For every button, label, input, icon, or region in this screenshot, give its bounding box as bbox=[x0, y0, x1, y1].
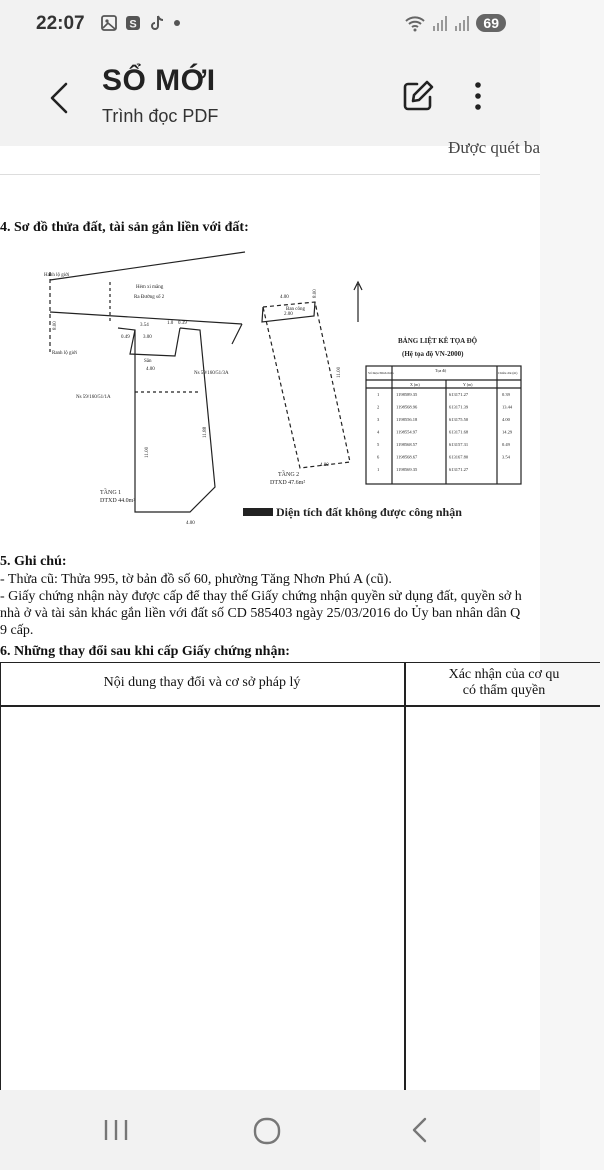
pdf-page[interactable] bbox=[0, 138, 560, 1090]
table-header-line: Xác nhận của cơ qu bbox=[448, 667, 560, 682]
recent-apps-icon[interactable] bbox=[100, 1114, 132, 1146]
wifi-icon bbox=[404, 14, 426, 32]
label-ns-left: Ns 59/160/51/1A bbox=[76, 395, 111, 400]
label-tang2: TẦNG 2 bbox=[278, 472, 300, 478]
label-san: Sân bbox=[144, 359, 152, 364]
coord-table-cell: 1198568.57 bbox=[396, 442, 418, 447]
dim-label: 8.00 bbox=[53, 321, 58, 330]
back-icon[interactable] bbox=[404, 1114, 436, 1146]
table-border bbox=[404, 663, 406, 1103]
coord-table-rows bbox=[377, 392, 513, 472]
table-header-changes: Nội dung thay đổi và cơ sở pháp lý bbox=[103, 675, 301, 690]
coord-table-group-header: Tọa độ bbox=[435, 368, 447, 373]
dim-label: 11.00 bbox=[145, 446, 150, 458]
coord-table-cell: 4.00 bbox=[502, 417, 510, 422]
note-line: - Thửa cũ: Thửa 995, tờ bản đồ số 60, phường Tăng Nhơn Phú A (cũ). bbox=[0, 572, 392, 587]
coord-table-header: Y (m) bbox=[463, 382, 473, 387]
coord-table-cell: 3.54 bbox=[502, 454, 510, 460]
coord-table-cell: 613171.68 bbox=[449, 429, 469, 435]
coord-table-cell: 4 bbox=[377, 429, 380, 435]
section-4-heading: 4. Sơ đồ thửa đất, tài sản gắn liền với đất: bbox=[0, 220, 249, 235]
page-divider bbox=[0, 174, 540, 175]
back-arrow-icon[interactable] bbox=[44, 78, 74, 118]
table-border bbox=[0, 705, 600, 707]
dim-label: 8.00 bbox=[313, 289, 318, 298]
dim-label: 1.0 bbox=[167, 321, 174, 326]
legend-text: Diện tích đất không được công nhận bbox=[276, 505, 462, 519]
notification-icons bbox=[100, 14, 182, 32]
label-ban-cong: Ban công bbox=[286, 307, 306, 312]
dim-label: 11.88 bbox=[203, 426, 208, 438]
dim-label: 4.00 bbox=[146, 367, 155, 372]
svg-text:S: S bbox=[129, 18, 137, 31]
coord-table-cell: 0.49 bbox=[502, 442, 510, 447]
signal-icon bbox=[454, 14, 470, 32]
coord-table-cell: 1198556.18 bbox=[396, 417, 418, 422]
signal-icon bbox=[432, 14, 448, 32]
home-icon[interactable] bbox=[250, 1114, 284, 1148]
section-5-heading: 5. Ghi chú: bbox=[0, 554, 67, 569]
dim-label: 4.00 bbox=[320, 463, 329, 468]
gallery-icon bbox=[100, 14, 118, 32]
dim-label: 0.49 bbox=[121, 335, 130, 340]
dim-label: 4.00 bbox=[280, 295, 289, 300]
dim-label: 11.00 bbox=[337, 366, 342, 378]
label-ranh-lo-gioi: Ranh lộ giới bbox=[52, 351, 77, 356]
coord-table-cell: 13.44 bbox=[502, 404, 513, 410]
tiktok-icon bbox=[148, 14, 166, 32]
coord-table-cell: 1198569.35 bbox=[396, 467, 418, 472]
status-bar bbox=[0, 0, 540, 50]
coord-table-cell: 613171.27 bbox=[449, 392, 469, 397]
coord-table-cell: 0.39 bbox=[502, 392, 510, 397]
label-dtxd1: DTXD 44.0m² bbox=[100, 498, 136, 504]
battery-indicator: 69 bbox=[476, 14, 506, 32]
dim-label: 3.54 bbox=[140, 323, 149, 328]
label-tang1: TẦNG 1 bbox=[100, 490, 122, 496]
coord-table-cell: 1 bbox=[377, 467, 380, 472]
document-title: SỔ MỚI bbox=[102, 64, 216, 97]
coord-table-header: Chiều dài (m) bbox=[498, 371, 518, 375]
label-ns-right: Ns 59/160/51/3A bbox=[194, 371, 229, 376]
table-header-confirmation bbox=[404, 667, 604, 699]
dim-label: 4.00 bbox=[186, 521, 195, 526]
coord-table-cell: 613175.50 bbox=[449, 417, 469, 422]
section-6-heading: 6. Những thay đổi sau khi cấp Giấy chứng nhận: bbox=[0, 644, 290, 659]
table-header-line: có thẩm quyền bbox=[462, 683, 546, 698]
dim-label: 3.00 bbox=[143, 335, 152, 340]
label-ra-duong-so2: Ra Đường số 2 bbox=[134, 295, 165, 300]
changes-table bbox=[0, 662, 600, 1103]
app-bar bbox=[0, 50, 540, 146]
coord-table-title: BẢNG LIỆT KÊ TỌA ĐỘ bbox=[398, 337, 478, 345]
dim-label: 0.39 bbox=[178, 321, 187, 326]
coord-table-header: X (m) bbox=[410, 382, 420, 387]
coord-table-cell: 613157.31 bbox=[449, 442, 469, 447]
coord-table-cell: 1198568.67 bbox=[396, 454, 418, 460]
land-plot-diagram bbox=[0, 242, 540, 542]
label-hanh-lo-gioi: Hanh lộ giới bbox=[44, 273, 70, 278]
label-hem-xi-mang: Hẻm xi măng bbox=[136, 285, 164, 290]
coord-table-cell: 1198554.97 bbox=[396, 429, 418, 435]
coord-table-cell: 2 bbox=[377, 404, 380, 410]
coord-table-header: Số hiệu Đỉnh thửa bbox=[368, 371, 394, 375]
more-vertical-icon[interactable] bbox=[466, 78, 490, 114]
dim-label: 2.00 bbox=[284, 312, 293, 317]
note-line: - Giấy chứng nhận này được cấp để thay thế Giấy chứng nhận quyền sử dụng đất, quyền sở h bbox=[0, 589, 522, 604]
coord-table-cell: 14.29 bbox=[502, 429, 513, 435]
coord-table-cell: 1198568.96 bbox=[396, 404, 418, 410]
table-border bbox=[0, 663, 1, 1103]
coord-table-cell: 5 bbox=[377, 442, 380, 447]
navigation-bar bbox=[0, 1090, 540, 1170]
coord-table-cell: 1198589.35 bbox=[396, 392, 418, 397]
system-status-icons bbox=[404, 14, 506, 32]
label-dtxd2: DTXD 47.6m² bbox=[270, 480, 306, 486]
note-line: nhà ở và tài sản khác gắn liền với đất số CD 585403 ngày 25/03/2016 do Ủy ban nhân dân Q bbox=[0, 606, 521, 621]
s-app-icon bbox=[124, 14, 142, 32]
coord-table-subtitle: (Hệ tọa độ VN-2000) bbox=[402, 350, 464, 358]
coord-table-cell: 1 bbox=[377, 392, 380, 397]
coord-table-cell: 6 bbox=[377, 454, 380, 460]
coord-table-cell: 3 bbox=[377, 417, 380, 422]
coord-table-cell: 613171.39 bbox=[449, 404, 469, 410]
coord-table-cell: 613171.27 bbox=[449, 467, 469, 472]
cut-off-text: Được quét ba bbox=[448, 138, 540, 157]
app-subtitle: Trình đọc PDF bbox=[102, 106, 219, 126]
dot-icon bbox=[172, 14, 182, 32]
coord-table-cell: 613167.80 bbox=[449, 454, 469, 460]
clock: 22:07 bbox=[36, 13, 85, 34]
note-line: 9 cấp. bbox=[0, 623, 34, 638]
edit-icon[interactable] bbox=[400, 78, 436, 114]
